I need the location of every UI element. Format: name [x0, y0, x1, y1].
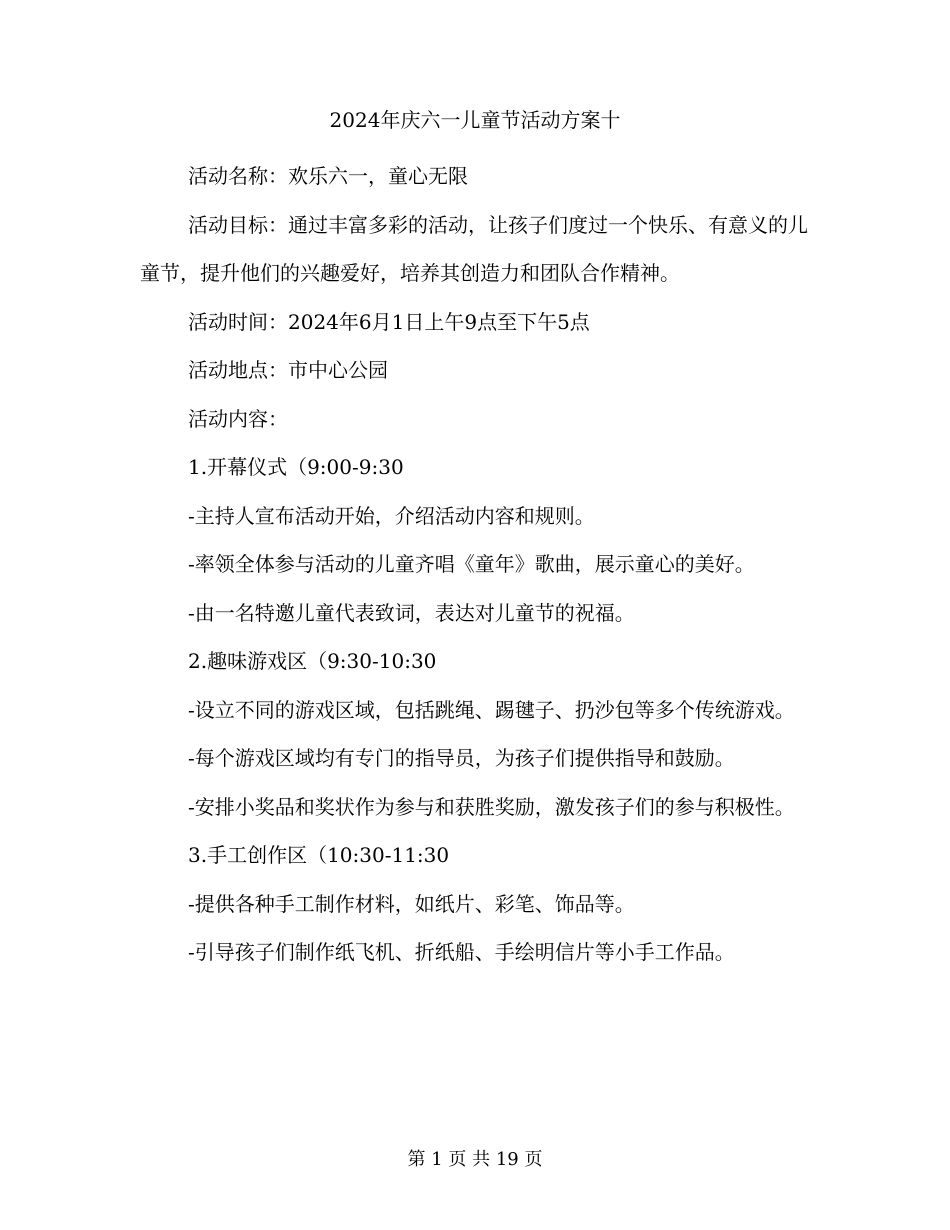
list-item: -引导孩子们制作纸飞机、折纸船、手绘明信片等小手工作品。: [188, 940, 735, 964]
paragraph-activity-goal: 活动目标：通过丰富多彩的活动，让孩子们度过一个快乐、有意义的儿童节，提升他们的兴趣爱好，培养其创造力和团队合作精神。: [140, 212, 808, 285]
section-heading-craft-area: 3.手工创作区（10:30-11:30: [188, 843, 450, 867]
list-item: -设立不同的游戏区域，包括跳绳、踢毽子、扔沙包等多个传统游戏。: [188, 697, 795, 722]
paragraph-activity-content-heading: 活动内容：: [188, 406, 288, 431]
list-item: -由一名特邀儿童代表致词，表达对儿童节的祝福。: [188, 600, 635, 625]
list-item: -率领全体参与活动的儿童齐唱《童年》歌曲，展示童心的美好。: [188, 552, 755, 576]
page-number-footer: 第 1 页 共 19 页: [407, 1149, 543, 1170]
paragraph-activity-name: 活动名称：欢乐六一，童心无限: [188, 164, 468, 188]
section-heading-game-area: 2.趣味游戏区（9:30-10:30: [188, 649, 437, 673]
paragraph-activity-location: 活动地点：市中心公园: [188, 358, 388, 382]
document-body: [140, 152, 820, 977]
document-title: 2024年庆六一儿童节活动方案十: [329, 108, 621, 132]
list-item: -安排小奖品和奖状作为参与和获胜奖励，激发孩子们的参与积极性。: [188, 794, 795, 819]
list-item: -主持人宣布活动开始，介绍活动内容和规则。: [188, 503, 595, 528]
list-item: -每个游戏区域均有专门的指导员，为孩子们提供指导和鼓励。: [188, 746, 735, 770]
paragraph-activity-time: 活动时间：2024年6月1日上午9点至下午5点: [188, 309, 590, 334]
list-item: -提供各种手工制作材料，如纸片、彩笔、饰品等。: [188, 891, 635, 916]
section-heading-opening-ceremony: 1.开幕仪式（9:00-9:30: [188, 455, 404, 479]
